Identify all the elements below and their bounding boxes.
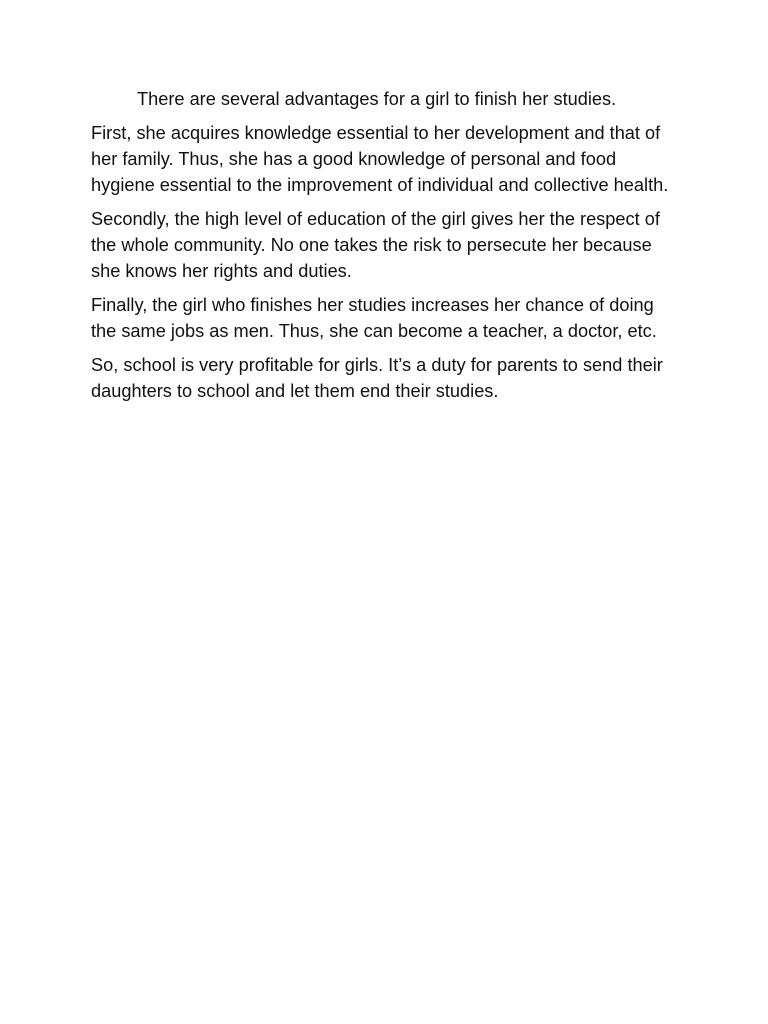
paragraph-finally: Finally, the girl who finishes her studies increases her chance of doing the same jobs as men. Thus, she can become a teacher, a doctor, etc. bbox=[91, 295, 657, 341]
intro-sentence: There are several advantages for a girl to finish her studies. bbox=[137, 89, 617, 109]
paragraph-first: First, she acquires knowledge essential to her development and that of her family. Thus, she has a good knowledge of personal and food hygiene essential to the improvement of individual and collective health. bbox=[91, 123, 669, 195]
paragraph-secondly: Secondly, the high level of education of the girl gives her the respect of the whole community. No one takes the risk to persecute her because she knows her rights and duties. bbox=[91, 209, 660, 281]
paragraph-conclusion: So, school is very profitable for girls. It’s a duty for parents to send their daughters to school and let them end their studies. bbox=[91, 355, 663, 401]
document-body bbox=[91, 86, 681, 412]
